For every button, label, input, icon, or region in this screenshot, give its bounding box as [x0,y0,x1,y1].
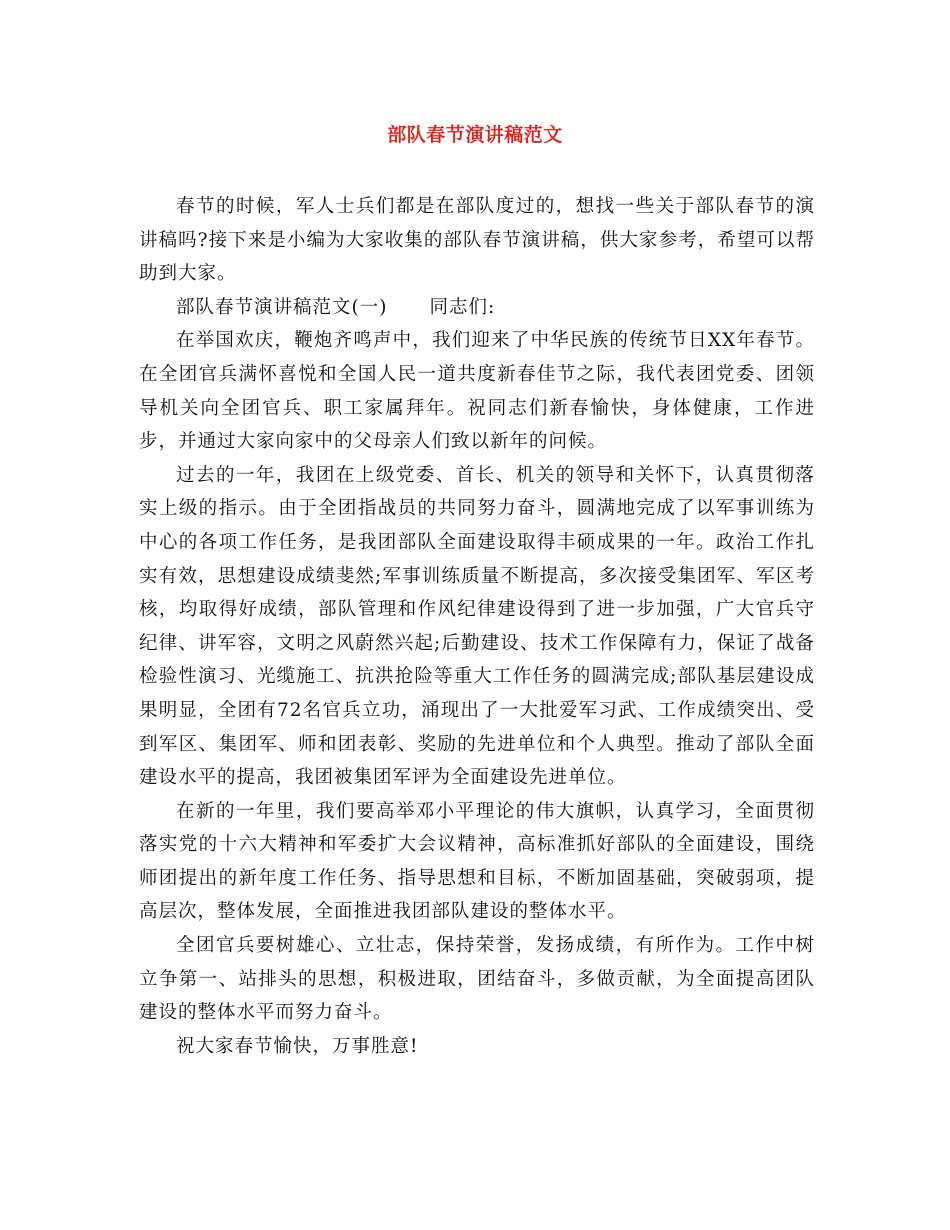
body-paragraph-3: 在新的一年里，我们要高举邓小平理论的伟大旗帜，认真学习，全面贯彻落实党的十六大精神和军委扩大会议精神，高标准抓好部队的全面建设，围绕师团提出的新年度工作任务、指导思想和目标，不断加固基础，突破弱项，提高层次，整体发展，全面推进我团部队建设的整体水平。 [139,800,815,923]
closing-paragraph: 祝大家春节愉快，万事胜意! [176,1035,419,1057]
document-body [139,190,815,1063]
body-paragraph-2: 过去的一年，我团在上级党委、首长、机关的领导和关怀下，认真贯彻落实上级的指示。由于全团指战员的共同努力奋斗，圆满地完成了以军事训练为中心的各项工作任务，是我团部队全面建设取得丰硕成果的一年。政治工作扎实有效，思想建设成绩斐然;军事训练质量不断提高，多次接受集团军、军区考核，均取得好成绩，部队管理和作风纪律建设得到了进一步加强，广大官兵守纪律、讲军容，文明之风蔚然兴起;后勤建设、技术工作保障有力，保证了战备检验性演习、光缆施工、抗洪抢险等重大工作任务的圆满完成;部队基层建设成果明显，全团有72名官兵立功，涌现出了一大批爱军习武、工作成绩突出、受到军区、集团军、师和团表彰、奖励的先进单位和个人典型。推动了部队全面建设水平的提高，我团被集团军评为全面建设先进单位。 [139,464,815,789]
intro-paragraph: 春节的时候，军人士兵们都是在部队度过的，想找一些关于部队春节的演讲稿吗?接下来是小编为大家收集的部队春节演讲稿，供大家参考，希望可以帮助到大家。 [139,196,815,285]
section-heading: 部队春节演讲稿范文(一) [176,296,388,318]
body-paragraph-1: 在举国欢庆，鞭炮齐鸣声中，我们迎来了中华民族的传统节日XX年春节。在全团官兵满怀喜悦和全国人民一道共度新春佳节之际，我代表团党委、团领导机关向全团官兵、职工家属拜年。祝同志们新春愉快，身体健康，工作进步，并通过大家向家中的父母亲人们致以新年的问候。 [139,330,815,453]
salutation: 同志们: [429,296,496,318]
document-title: 部队春节演讲稿范文 [387,124,563,146]
section-heading-line [139,291,815,325]
body-paragraph-4: 全团官兵要树雄心、立壮志，保持荣誉，发扬成绩，有所作为。工作中树立争第一、站排头的思想，积极进取，团结奋斗，多做贡献，为全面提高团队建设的整体水平而努力奋斗。 [139,935,815,1024]
